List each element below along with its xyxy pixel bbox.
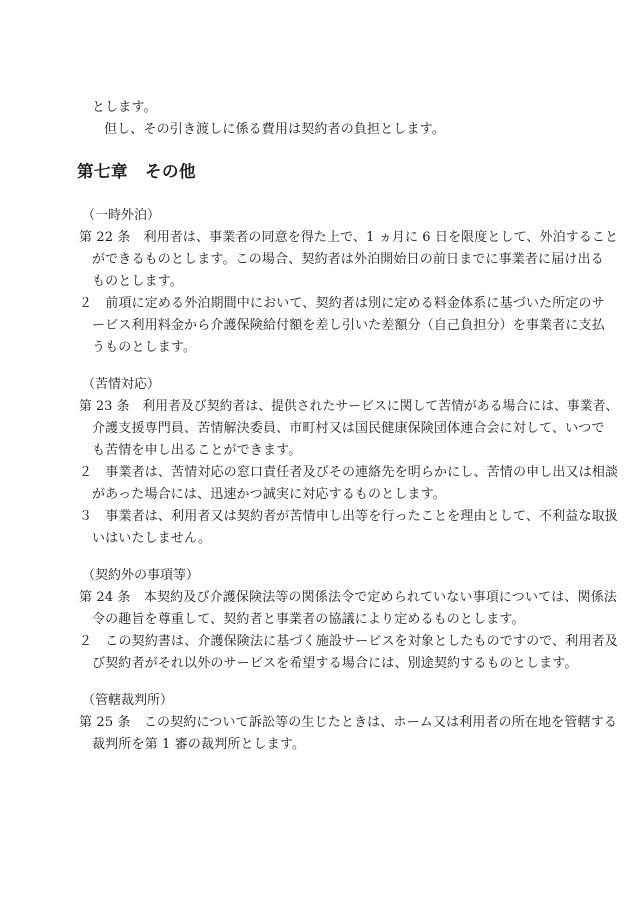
article-22-para-1-line-2: ができるものとします。この場合、契約者は外泊開始日の前日までに事業者に届け出る <box>92 252 604 267</box>
chapter-heading: 第七章 その他 <box>77 162 196 181</box>
article-24-title: （契約外の事項等） <box>82 568 200 583</box>
article-23-para-1-line-2: 介護支援専門員、苦情解決委員、市町村又は国民健康保険団体連合会に対して、いつで <box>92 421 605 436</box>
article-22-title: （一時外泊） <box>82 208 161 223</box>
article-24-para-1-line-1: 第 24 条 本契約及び介護保険法等の関係法令で定められていない事項については、関係法 <box>79 590 617 605</box>
article-23-para-3-line-2: いはいたしません。 <box>92 531 212 546</box>
article-25-para-1-line-2: 裁判所を第 1 審の裁判所とします。 <box>92 737 306 752</box>
article-22-para-1-line-1: 第 22 条 利用者は、事業者の同意を得た上で、1 ヵ月に 6 日を限度として、外泊すること <box>79 230 619 245</box>
article-22-para-1-line-3: ものとします。 <box>92 274 184 289</box>
article-24-para-2-line-1: ２ この契約書は、介護保険法に基づく施設サービスを対象としたものですので、利用者及 <box>79 634 618 649</box>
prev-article-line-2: 但し、その引き渡しに係る費用は契約者の負担とします。 <box>104 122 445 137</box>
article-23-para-3-line-1: ３ 事業者は、利用者又は契約者が苦情申し出等を行ったことを理由として、不利益な取扱 <box>79 509 618 524</box>
article-25-title: （管轄裁判所） <box>82 693 174 708</box>
article-24-para-2-line-2: び契約者がそれ以外のサービスを希望する場合には、別途契約するものとします。 <box>92 656 578 671</box>
article-23-para-1-line-3: も苦情を申し出ることができます。 <box>92 443 302 458</box>
article-23-para-2-line-2: があった場合には、迅速かつ誠実に対応するものとします。 <box>92 487 446 502</box>
article-23-para-2-line-1: ２ 事業者は、苦情対応の窓口責任者及びその連絡先を明らかにし、苦情の申し出又は相談 <box>79 465 619 480</box>
article-23-title: （苦情対応） <box>82 377 161 392</box>
article-22-para-2-line-1: ２ 前項に定める外泊期間中において、契約者は別に定める料金体系に基づいた所定のサ <box>79 296 605 311</box>
article-24-para-1-line-2: 令の趣旨を尊重して、契約者と事業者の協議により定めるものとします。 <box>92 612 525 627</box>
prev-article-line-1: とします。 <box>92 100 157 115</box>
article-22-para-2-line-3: うものとします。 <box>92 340 197 355</box>
article-23-para-1-line-1: 第 23 条 利用者及び契約者は、提供されたサービスに関して苦情がある場合には、事業者、 <box>79 399 619 414</box>
article-25-para-1-line-1: 第 25 条 この契約について訴訟等の生じたときは、ホーム又は利用者の所在地を管轄する <box>79 715 617 730</box>
article-22-para-2-line-2: ービス利用料金から介護保険給付額を差し引いた差額分（自己負担分）を事業者に支払 <box>92 318 605 333</box>
